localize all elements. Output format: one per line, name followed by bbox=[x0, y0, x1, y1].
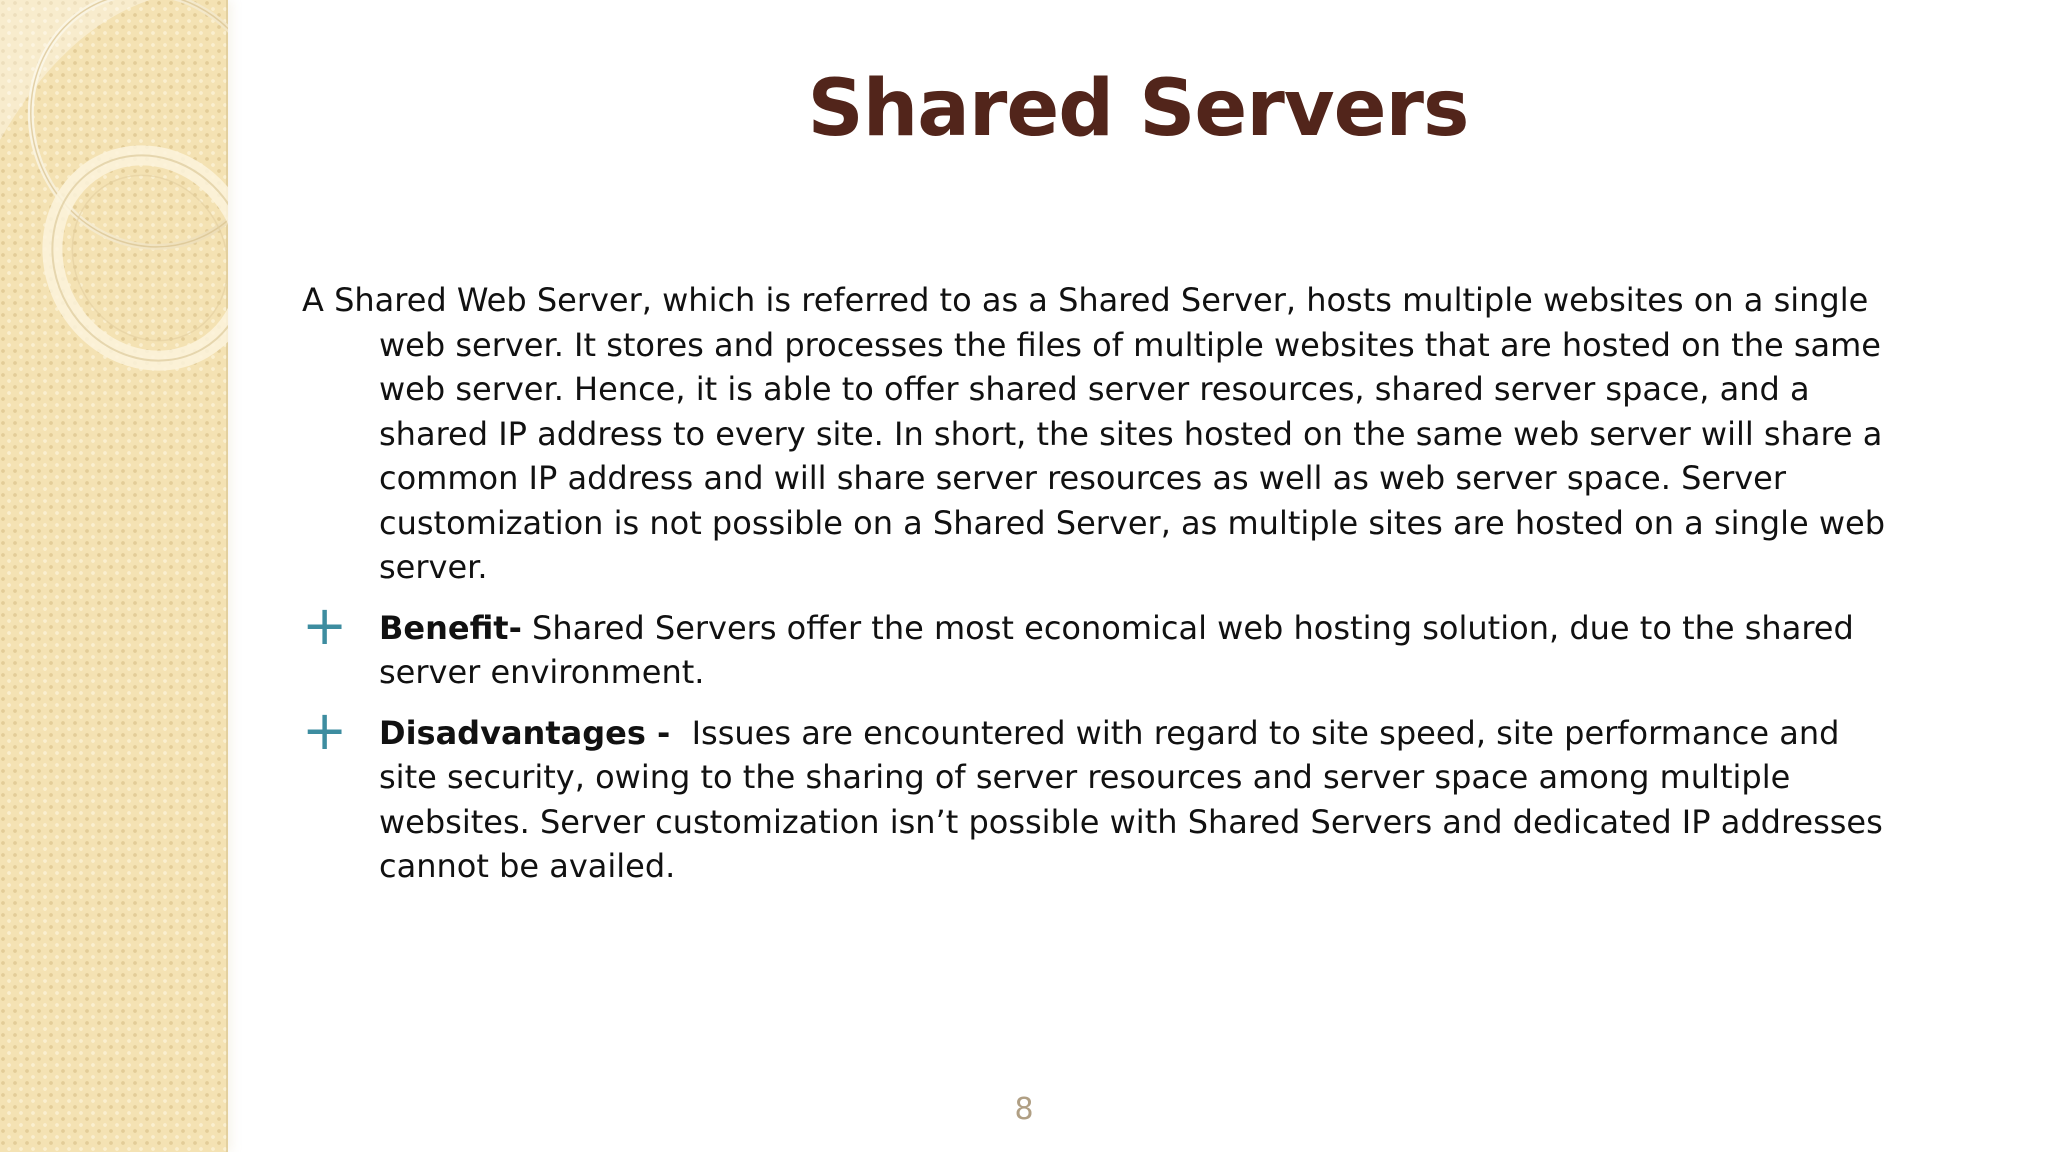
bullet-disadvantages bbox=[302, 698, 1902, 889]
bullet-label: Benefit- bbox=[379, 608, 522, 647]
decorative-side-panel bbox=[0, 0, 228, 1152]
ring-ornament bbox=[0, 0, 228, 420]
plus-icon: + bbox=[302, 593, 348, 657]
page-number: 8 bbox=[1014, 1092, 1034, 1127]
plus-icon: + bbox=[302, 698, 348, 762]
bullet-text: Shared Servers offer the most economical web hosting solution, due to the shared server environment. bbox=[379, 608, 1854, 691]
bullet-label: Disadvantages - bbox=[379, 713, 682, 752]
slide-body bbox=[302, 278, 1902, 905]
intro-paragraph: A Shared Web Server, which is referred to as a Shared Server, hosts multiple websites on a single web server. It stores and processes the files of multiple websites that are hosted on the same web server. Hence, it is able to offer shared server resources, shared server space, and a shared IP address to every site. In short, the sites hosted on the same web server will share a common IP address and will share server resources as well as web server space. Server customization is not possible on a Shared Server, as multiple sites are hosted on a single web server. bbox=[302, 281, 1886, 586]
bullet-text: Issues are encountered with regard to site speed, site performance and site security, owing to the sharing of server resources and server space among multiple websites. Server customization isn’t possible with Shared Servers and dedicated IP addresses cannot be availed. bbox=[379, 713, 1883, 885]
bullet-benefit bbox=[302, 593, 1902, 695]
slide-title: Shared Servers bbox=[807, 64, 1469, 154]
